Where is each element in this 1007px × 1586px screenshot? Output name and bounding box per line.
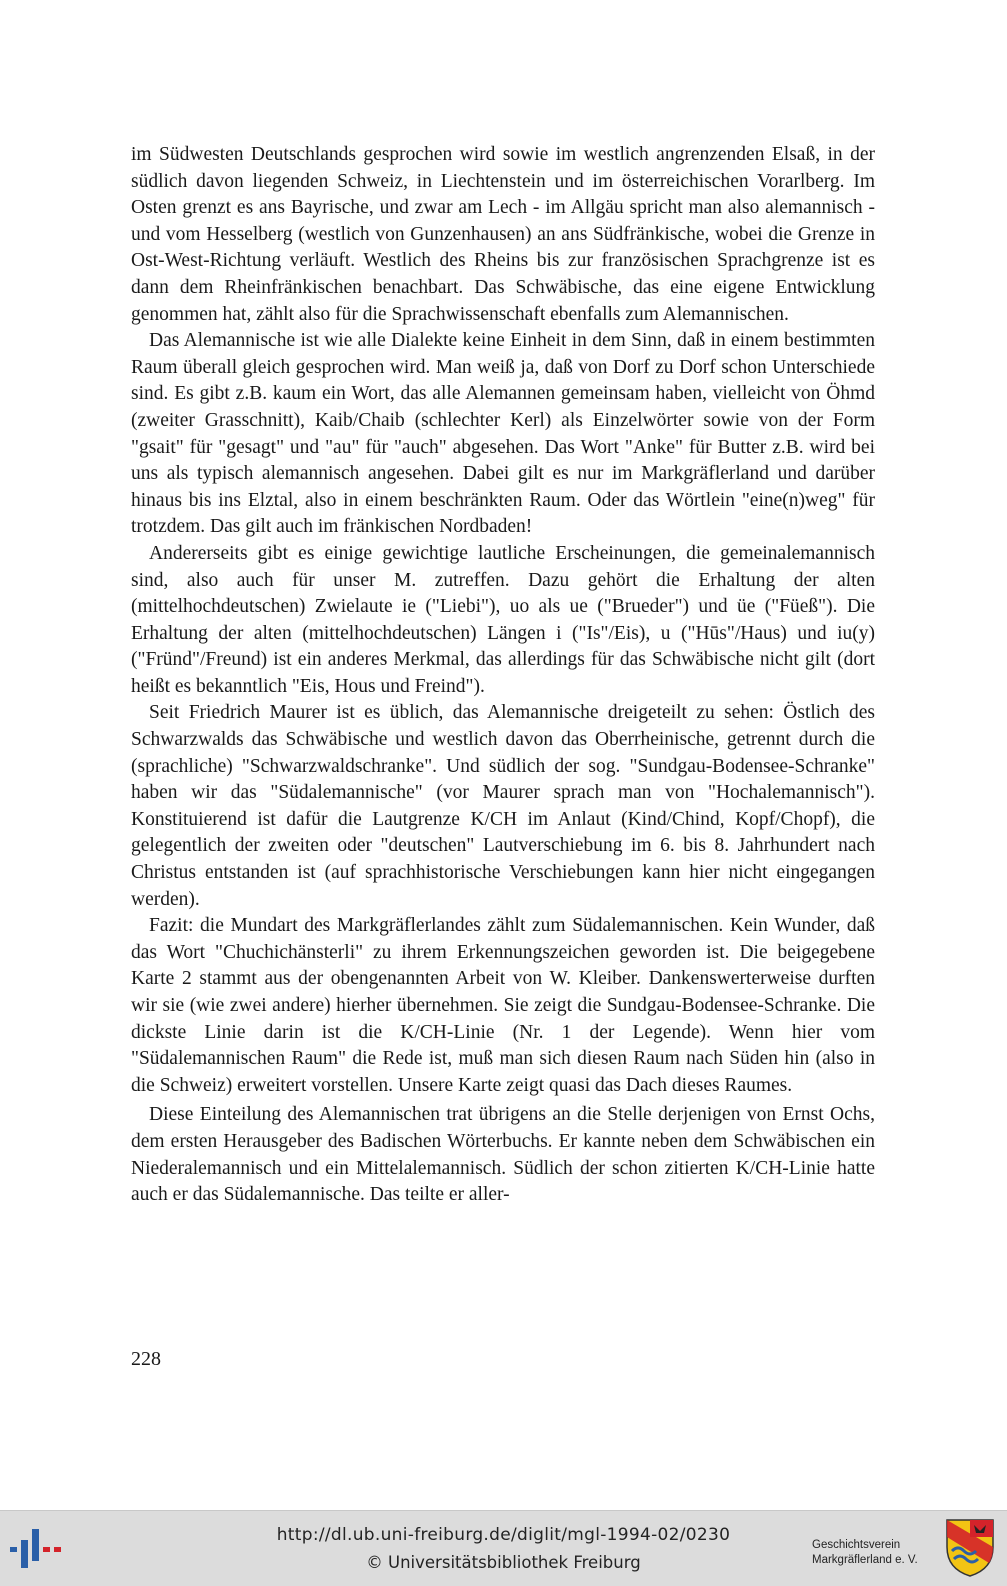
paragraph-3: Andererseits gibt es einige gewichtige lautliche Erscheinungen, die gemeinalemannisch sind, also auch für unser M. zutreffen. Dazu gehört die Erhaltung der alten (mittelhochdeutschen) Zwielaute ie ("Liebi"), uo als ue ("Brueder") und üe ("Füeß"). Die Erhaltung der alten (mittelhochdeutschen) Längen i ("Is"/Eis), u ("Hūs"/Haus) und iu(y) ("Fründ"/Freund) ist ein anderes Merkmal, das allerdings für das Schwäbische nicht gilt (dort heißt es bekanntlich "Eis, Hous und Freind").	[131, 542, 875, 697]
footer-bar	[0, 1510, 1007, 1586]
publisher-name	[812, 1538, 937, 1568]
paragraph-6: Diese Einteilung des Alemannischen trat übrigens an die Stelle derjenigen von Ernst Ochs, dem ersten Herausgeber des Badischen Wörterbuchs. Er kannte neben dem Schwäbischen ein Niederalemannisch und ein Mittelalemannisch. Südlich der schon zitierten K/CH-Linie hatte auch er das Südalemannische. Das teilte er aller-	[131, 1104, 875, 1206]
coat-of-arms-icon	[944, 1517, 996, 1579]
publisher-line-1: Geschichtsverein	[812, 1539, 901, 1551]
paragraph-1: im Südwesten Deutschlands gesprochen wird sowie im westlich angrenzenden Elsaß, in der südlich davon liegenden Schweiz, in Liechtenstein und im österreichischen Vorarlberg. Im Osten grenzt es ans Bayrische, und zwar am Lech - im Allgäu spricht man also alemannisch - und vom Hesselberg (westlich von Gunzenhausen) an ans Südfränkische, wobei die Grenze in Ost-West-Richtung verläuft. Westlich des Rheins bis zur französischen Sprachgrenze ist es dann dem Rheinfränkischen benachbart. Das Schwäbische, das eine eigene Entwicklung genommen hat, zählt also für die Sprachwissenschaft ebenfalls zum Alemannischen.	[131, 144, 875, 325]
permalink-url[interactable]: http://dl.ub.uni-freiburg.de/diglit/mgl-1994-02/0230	[276, 1525, 731, 1545]
paragraph-2: Das Alemannische ist wie alle Dialekte keine Einheit in dem Sinn, daß in einem bestimmten Raum überall gleich gesprochen wird. Man weiß ja, daß von Dorf zu Dorf schon Unterschiede sind. Es gibt z.B. kaum ein Wort, das alle Alemannen gemeinsam haben, vielleicht von Öhmd (zweiter Grasschnitt), Kaib/Chaib (schlechter Kerl) als Einzelwörter sowie von der Form "gsait" für "gesagt" und "au" für "auch" abgesehen. Das Wort "Anke" für Butter z.B. wird bei uns als typisch alemannisch angesehen. Dabei gilt es nur im Markgräflerland und darüber hinaus bis ins Elztal, also in einem beschränkten Raum. Oder das Wörtlein "eine(n)weg" für trotzdem. Das gilt auch im fränkischen Nordbaden!	[131, 330, 875, 538]
paragraph-4: Seit Friedrich Maurer ist es üblich, das Alemannische dreigeteilt zu sehen: Östlich des Schwarzwalds das Schwäbische und westlich davon das Oberrheinische, getrennt durch die (sprachliche) "Schwarzwaldschranke". Und südlich der sog. "Sundgau-Bodensee-Schranke" haben wir das "Südalemannische" (vor Maurer sprach man von "Hochalemannisch"). Konstituierend ist dafür die Lautgrenze K/CH im Anlaut (Kind/Chind, Kopf/Chopf), die gelegentlich der zweiten oder "deutschen" Lautverschiebung im 6. bis 8. Jahrhundert nach Christus entstanden ist (auf sprachhistorische Verschiebungen kann hier nicht eingegangen werden).	[131, 702, 875, 910]
publisher-line-2: Markgräflerland e. V.	[812, 1554, 918, 1566]
copyright-text: © Universitätsbibliothek Freiburg	[366, 1553, 641, 1572]
body-text	[131, 142, 875, 1209]
paragraph-5: Fazit: die Mundart des Markgräflerlandes zählt zum Südalemannischen. Kein Wunder, daß das Wort "Chuchichänsterli" zu ihrem Erkennungszeichen geworden ist. Die beigegebene Karte 2 stammt aus der obengenannten Arbeit von W. Kleiber. Dankenswerterweise durften wir sie (wie zwei andere) hierher übernehmen. Sie zeigt die Sundgau-Bodensee-Schranke. Die dickste Linie darin ist die K/CH-Linie (Nr. 1 der Legende). Wenn hier vom "Südalemannischen Raum" die Rede ist, muß man sich diesen Raum nach Süden hin (also in die Schweiz) erweitert vorstellen. Unsere Karte zeigt quasi das Dach dieses Raumes.	[131, 915, 875, 1096]
page-number: 228	[131, 1348, 161, 1370]
